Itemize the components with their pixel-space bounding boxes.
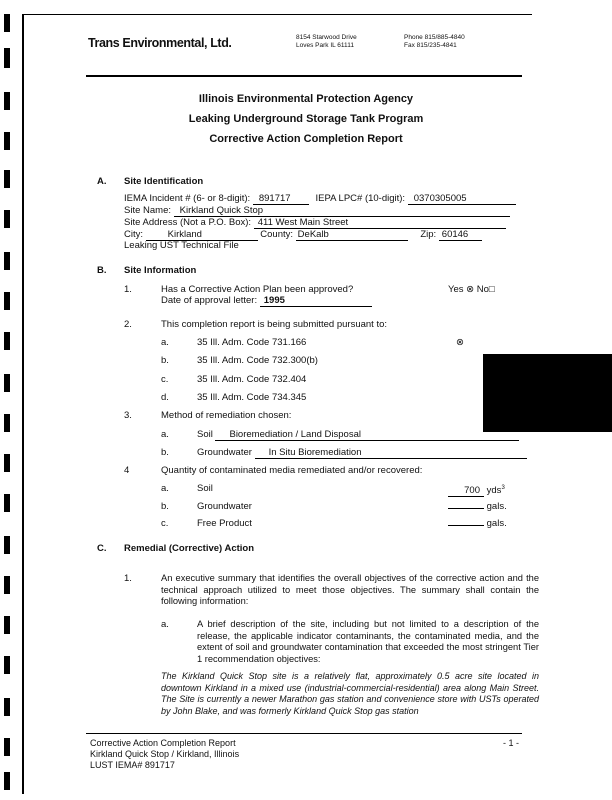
q4-gw-letter: b.	[161, 501, 169, 512]
binder-hole	[4, 576, 10, 594]
q2-option-text: 35 Ill. Adm. Code 731.166	[197, 337, 307, 348]
report-title: Corrective Action Completion Report	[209, 133, 403, 145]
q2-option-text: 35 Ill. Adm. Code 734.345	[197, 392, 307, 403]
lpc-field[interactable]: 0370305005	[408, 194, 516, 205]
iema-incident-field[interactable]: 891717	[253, 194, 309, 205]
q3-soil-row: Soil Bioremediation / Land Disposal	[197, 429, 519, 441]
site-address-row: Site Address (Not a P.O. Box): 411 West Main Street	[124, 217, 506, 229]
section-a-heading: Site Identification	[124, 176, 204, 187]
remediation-soil-field[interactable]: Bioremediation / Land Disposal	[215, 430, 519, 441]
q4-fp-quantity: gals.	[448, 518, 507, 529]
footer-site: Kirkland Quick Stop / Kirkland, Illinois	[90, 749, 240, 759]
q4-text: Quantity of contaminated media remediated and/or recovered:	[161, 465, 423, 476]
q3-text: Method of remediation chosen:	[161, 410, 292, 421]
binder-hole	[4, 772, 10, 790]
site-name-field[interactable]: Kirkland Quick Stop	[174, 206, 510, 217]
q4-gw-quantity: gals.	[448, 501, 507, 512]
q2-option-letter: b.	[161, 355, 169, 366]
binder-hole	[4, 616, 10, 634]
q2-option-text: 35 Ill. Adm. Code 732.404	[197, 374, 307, 385]
site-name-row: Site Name: Kirkland Quick Stop	[124, 205, 510, 217]
city-row: City: Kirkland County: DeKalb Zip: 60146	[124, 229, 482, 241]
q4-fp-letter: c.	[161, 518, 169, 529]
section-c-letter: C.	[97, 543, 107, 554]
binder-hole	[4, 14, 10, 32]
q1-answer: Yes ⊗ No□	[448, 284, 495, 295]
groundwater-quantity-field[interactable]	[448, 508, 484, 509]
remediation-groundwater-field[interactable]: In Situ Bioremediation	[255, 448, 527, 459]
company-address: 8154 Starwood Drive Loves Park IL 61111	[296, 34, 357, 49]
site-narrative: The Kirkland Quick Stop site is a relatively flat, approximately 0.5 acre site located in downtown Kirkland in a mixed use (industrial-commercial-residential) area along Main Street. The Site is currently a newer Marathon gas station and convenience store with USTs operated by John Blake, and was formerly Kirkland Quick Stop gas station	[161, 671, 539, 716]
agency-title: Illinois Environmental Protection Agency	[198, 93, 414, 105]
footer-doc-title: Corrective Action Completion Report	[90, 738, 236, 748]
q1-text: Has a Corrective Action Plan been approved?	[161, 284, 354, 295]
site-address-field[interactable]: 411 West Main Street	[254, 218, 506, 229]
q4-soil-letter: a.	[161, 483, 169, 494]
redaction-block	[483, 354, 612, 432]
q2-option-text: 35 Ill. Adm. Code 732.300(b)	[197, 355, 318, 366]
q4-soil-quantity: 700 yds$^3$	[448, 483, 505, 497]
item1-text: An executive summary that identifies the overall objectives of the corrective action and the technical approach utilized to meet those objectives. The summary shall contain the following information:	[161, 573, 539, 606]
q1-number: 1.	[124, 284, 132, 295]
approval-date-row: Date of approval letter: 1995	[161, 295, 372, 307]
binder-hole	[4, 292, 10, 310]
binder-hole	[4, 536, 10, 554]
binder-hole	[4, 170, 10, 188]
binder-hole	[4, 374, 10, 392]
q2-option-letter: c.	[161, 374, 169, 385]
q2-option-letter: a.	[161, 337, 169, 348]
item1a-text: A brief description of the site, including but not limited to a description of the release, the applicable indicator contaminants, the contaminated media, and the extent of soil and groundwater contamination that exceeded the most stringent Tier 1 recommendation objectives:	[197, 619, 539, 664]
binder-hole	[4, 414, 10, 432]
program-title: Leaking Underground Storage Tank Program	[188, 113, 424, 125]
item1-number: 1.	[124, 573, 132, 584]
q3-gw-letter: b.	[161, 447, 169, 458]
q4-gw-label: Groundwater	[197, 501, 252, 512]
q2-option-checkbox[interactable]: ⊗	[456, 337, 464, 348]
city-field[interactable]: Kirkland	[146, 230, 258, 241]
section-c-heading: Remedial (Corrective) Action	[124, 543, 255, 554]
binder-hole	[4, 48, 10, 68]
company-name: Trans Environmental, Ltd.	[88, 36, 232, 50]
q4-number: 4	[124, 465, 130, 476]
binder-hole	[4, 210, 10, 228]
binder-hole	[4, 252, 10, 270]
binder-hole	[4, 738, 10, 756]
yes-checkbox[interactable]: ⊗	[466, 284, 475, 295]
zip-field[interactable]: 60146	[439, 230, 482, 241]
free-product-quantity-field[interactable]	[448, 525, 484, 526]
header-rule	[86, 75, 522, 77]
tech-file-label: Leaking UST Technical File	[124, 240, 239, 251]
approval-date-field[interactable]: 1995	[260, 296, 372, 307]
section-b-heading: Site Information	[124, 265, 197, 276]
footer-iema: LUST IEMA# 891717	[90, 760, 175, 770]
soil-quantity-field[interactable]: 700	[448, 486, 484, 497]
q3-number: 3.	[124, 410, 132, 421]
section-a-letter: A.	[97, 176, 107, 187]
page-number: - 1 -	[503, 738, 520, 748]
no-checkbox[interactable]: □	[488, 284, 495, 295]
q2-number: 2.	[124, 319, 132, 330]
q3-soil-letter: a.	[161, 429, 169, 440]
q2-text: This completion report is being submitted pursuant to:	[161, 319, 388, 330]
footer-rule	[86, 733, 522, 734]
page-left-border	[22, 14, 24, 794]
binder-hole	[4, 656, 10, 674]
binder-hole	[4, 332, 10, 350]
company-phone: Phone 815/885-4840 Fax 815/235-4841	[404, 34, 465, 49]
q2-option-letter: d.	[161, 392, 169, 403]
item1a-letter: a.	[161, 619, 169, 630]
q4-soil-label: Soil	[197, 483, 213, 494]
binder-hole	[4, 494, 10, 512]
q3-gw-row: Groundwater In Situ Bioremediation	[197, 447, 527, 459]
binder-hole	[4, 454, 10, 472]
top-border	[22, 14, 532, 15]
q4-fp-label: Free Product	[197, 518, 252, 529]
section-b-letter: B.	[97, 265, 107, 276]
binder-hole	[4, 698, 10, 716]
county-field[interactable]: DeKalb	[296, 230, 408, 241]
iema-incident-row: IEMA Incident # (6- or 8-digit): 891717 IEPA LPC# (10-digit): 0370305005	[124, 193, 516, 205]
